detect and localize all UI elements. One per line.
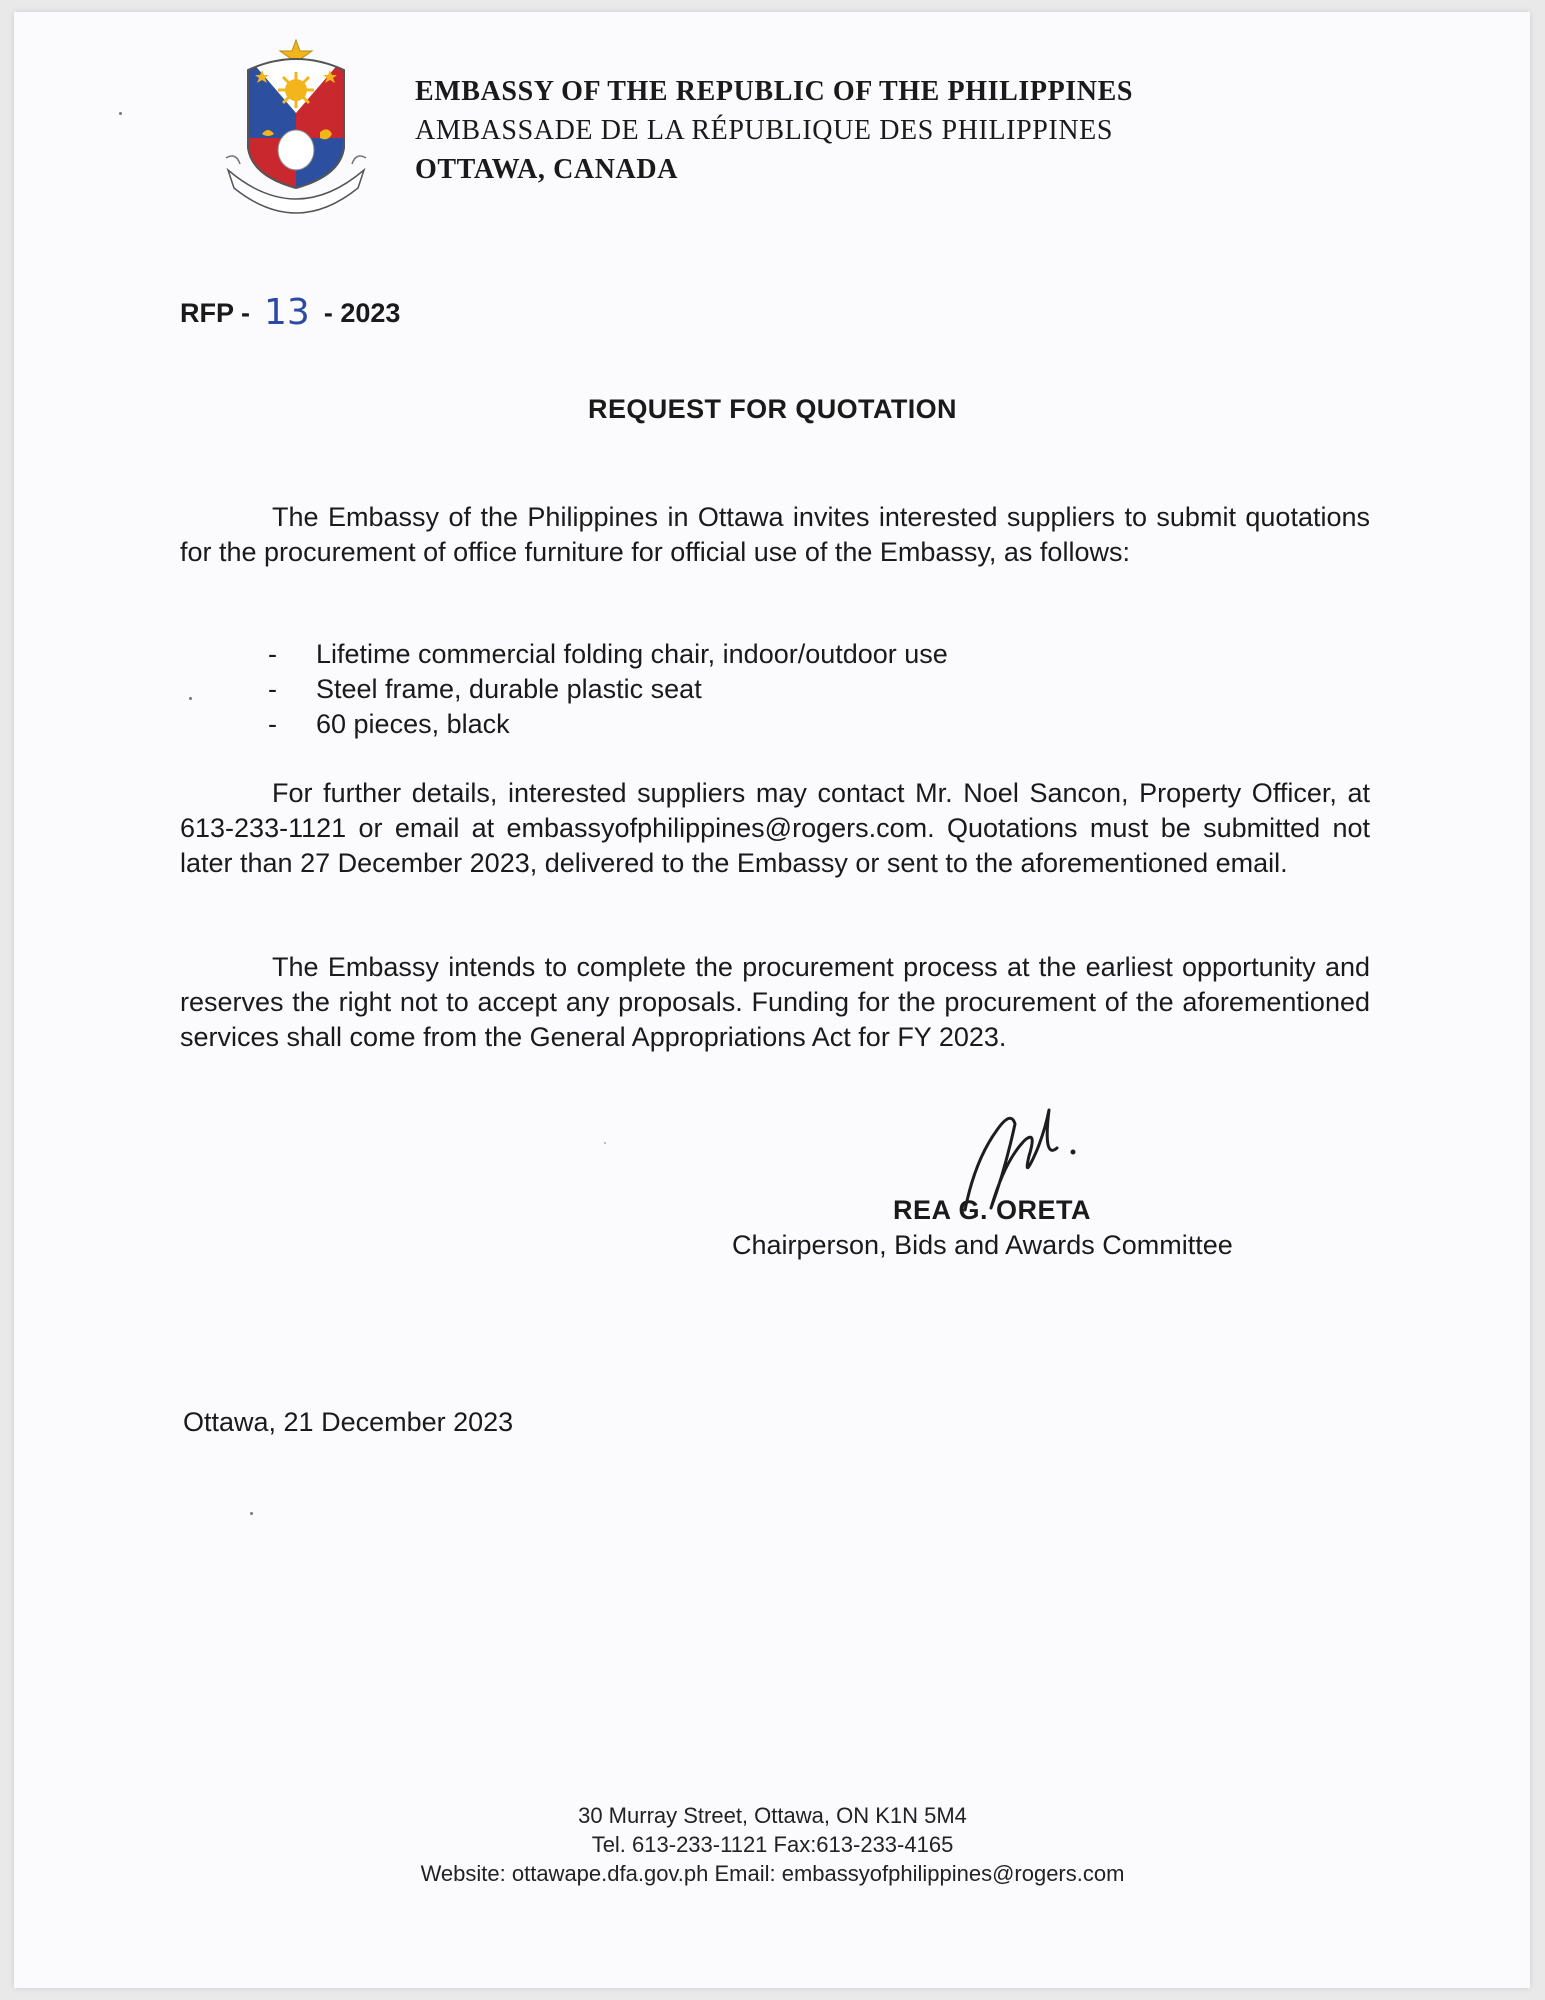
footer-phone: Tel. 613-233-1121 Fax:613-233-4165 — [591, 1832, 954, 1857]
rfp-year: - 2023 — [323, 298, 401, 328]
intro-paragraph: The Embassy of the Philippines in Ottawa invites interested suppliers to submit quotations for the procurement of office furniture for official use of the Embassy, as follows: — [180, 502, 1370, 567]
scan-speck — [119, 112, 122, 115]
list-item: - Steel frame, durable plastic seat — [268, 674, 702, 704]
rfp-number-handwritten: 13 — [264, 292, 310, 333]
philippine-coat-of-arms-icon — [220, 38, 372, 218]
list-item: - Lifetime commercial folding chair, indoor/outdoor use — [268, 639, 948, 669]
dateline: Ottawa, 21 December 2023 — [183, 1407, 514, 1437]
footer — [0, 1801, 1545, 1888]
footer-web: Website: ottawape.dfa.gov.ph Email: embassyofphilippines@rogers.com — [420, 1861, 1125, 1886]
scan-speck — [604, 1142, 606, 1144]
scan-speck — [189, 697, 192, 700]
signatory-title: Chairperson, Bids and Awards Committee — [732, 1230, 1233, 1260]
footer-address: 30 Murray Street, Ottawa, ON K1N 5M4 — [578, 1803, 967, 1828]
rfp-reference — [180, 290, 400, 331]
letterhead-line-city: OTTAWA, CANADA — [415, 154, 679, 185]
rfp-prefix: RFP - — [180, 298, 251, 328]
item-list — [268, 637, 948, 742]
funding-paragraph: The Embassy intends to complete the procurement process at the earliest opportunity and reserves the right not to accept any proposals. Funding for the procurement of the aforementioned services shall come from the General Appropriations Act for FY 2023. — [180, 952, 1370, 1052]
list-item: - 60 pieces, black — [268, 709, 510, 739]
document-title: REQUEST FOR QUOTATION — [588, 394, 957, 424]
scan-speck — [250, 1512, 253, 1515]
letterhead — [415, 72, 1133, 189]
letterhead-line-french: AMBASSADE DE LA RÉPUBLIQUE DES PHILIPPINES — [415, 115, 1114, 146]
contact-paragraph: For further details, interested suppliers may contact Mr. Noel Sancon, Property Officer, at 613-233-1121 or email at embassyofphilippines@rogers.com. Quotations must be submitted not later than 27 December 2023, delivered to the Embassy or sent to the aforementioned email. — [180, 778, 1370, 878]
signatory-name: REA G. ORETA — [893, 1195, 1092, 1225]
letterhead-line-english: EMBASSY OF THE REPUBLIC OF THE PHILIPPINES — [415, 76, 1134, 107]
